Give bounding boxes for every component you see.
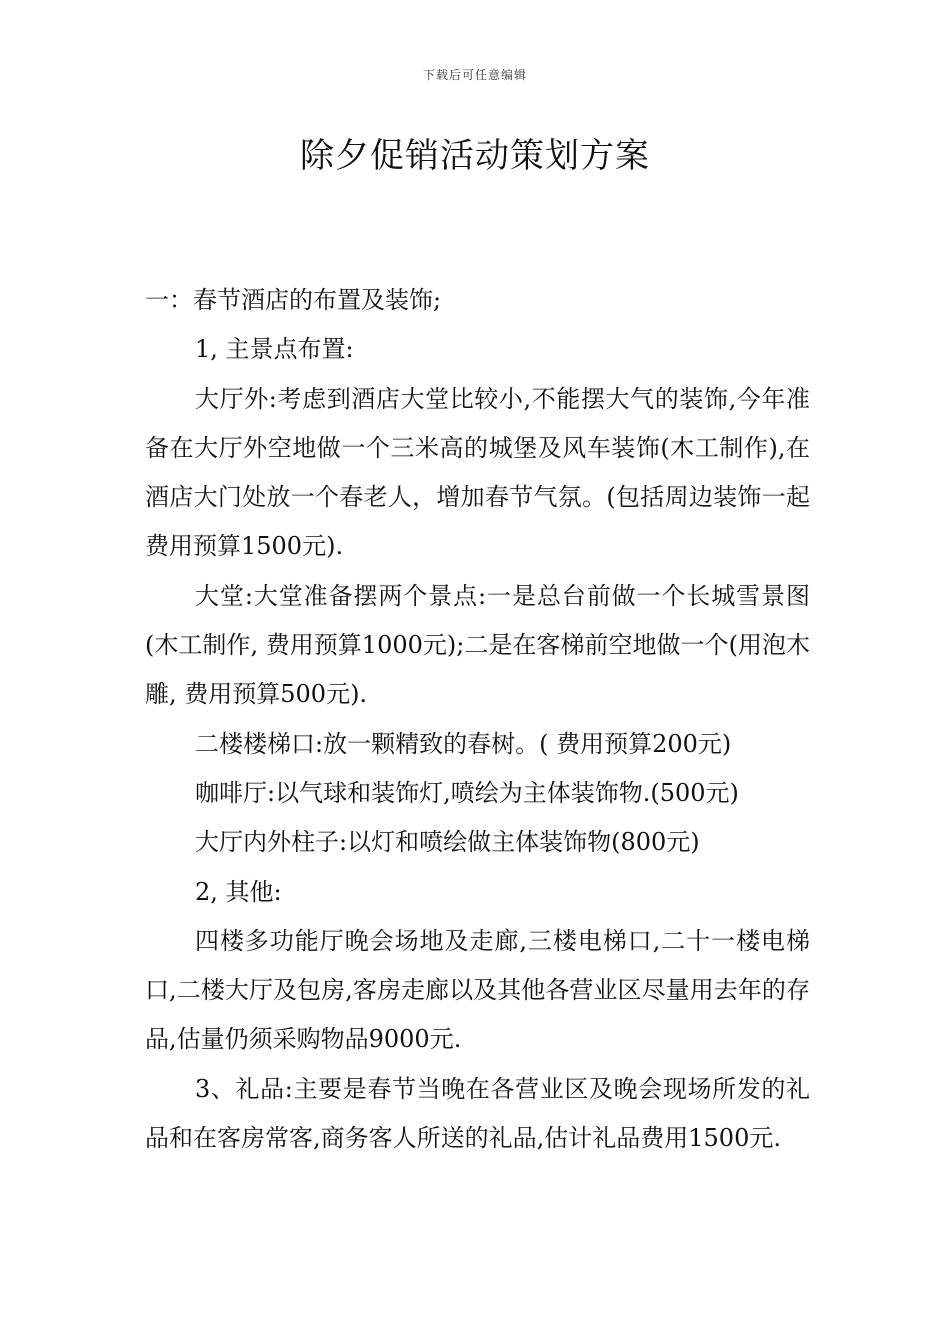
header-note: 下载后可任意编辑: [422, 68, 527, 82]
document-body: [145, 276, 810, 1163]
subsection-heading: 2, 其他:: [195, 877, 282, 906]
subsection-heading: 1, 主景点布置:: [195, 335, 354, 364]
body-paragraph: 大厅内外柱子:以灯和喷绘做主体装饰物(800元): [195, 828, 700, 857]
document-title: 除夕促销活动策划方案: [300, 136, 650, 176]
body-paragraph: 四楼多功能厅晚会场地及走廊,三楼电梯口,二十一楼电梯口,二楼大厅及包房,客房走廊以及其他各营业区尽量用去年的存品,估量仍须采购物品9000元.: [145, 926, 810, 1054]
body-paragraph: 大厅外:考虑到酒店大堂比较小,不能摆大气的装饰,今年准备在大厅外空地做一个三米高的城堡及风车装饰(木工制作),在酒店大门处放一个春老人，增加春节气氛。(包括周边装饰一起费用预算1500元).: [145, 384, 810, 561]
body-paragraph: 3、礼品:主要是春节当晚在各营业区及晚会现场所发的礼品和在客房常客,商务客人所送的礼品,估计礼品费用1500元.: [145, 1074, 810, 1153]
body-paragraph: 二楼楼梯口:放一颗精致的春树。( 费用预算200元): [195, 729, 732, 758]
body-paragraph: 大堂:大堂准备摆两个景点:一是总台前做一个长城雪景图(木工制作, 费用预算1000元);二是在客梯前空地做一个(用泡木雕, 费用预算500元).: [145, 581, 810, 709]
section-heading: 一：春节酒店的布置及装饰;: [145, 286, 442, 314]
body-paragraph: 咖啡厅:以气球和装饰灯,喷绘为主体装饰物.(500元): [195, 778, 739, 807]
